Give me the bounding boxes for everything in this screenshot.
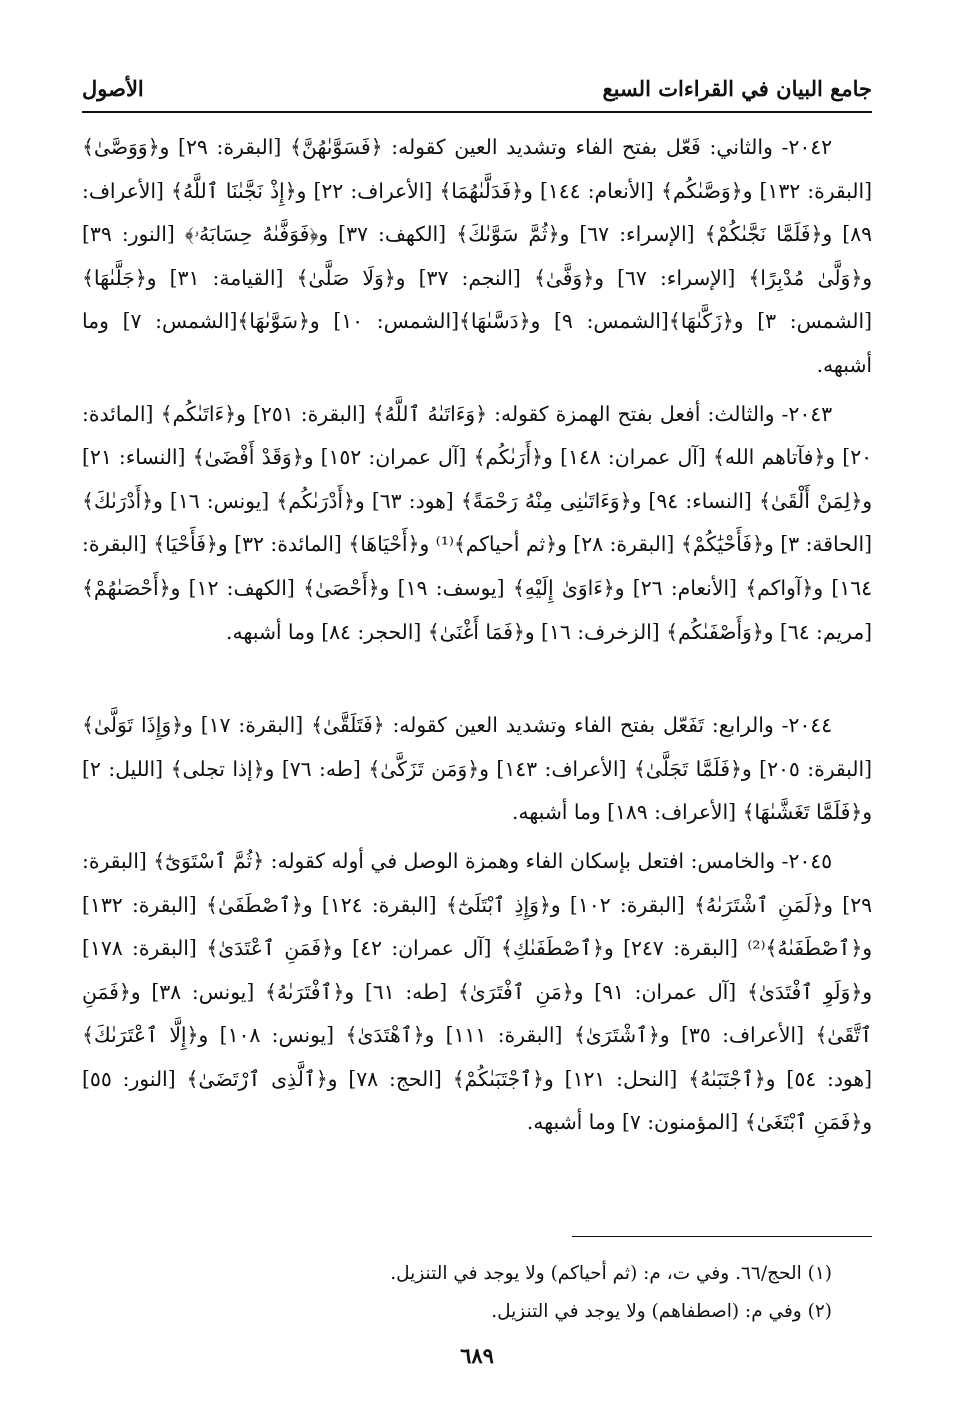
footnote-rule bbox=[572, 1236, 872, 1237]
paragraph-2042: ٢٠٤٢- والثاني: فَعّل بفتح الفاء وتشديد العين كقوله: ﴿فَسَوَّىٰهُنَّ﴾ [البقرة: ٢٩] و﴿وَوَصَّىٰ﴾ [البقرة: ١٣٢] و﴿وَصَّىٰكُم﴾ [الأنعام: ١٤٤] و﴿فَدَلَّىٰهُمَا﴾ [الأعراف: ٢٢] و﴿إِذْ نَجَّىٰنَا ٱللَّهُ﴾ [الأعراف: ٨٩] و﴿فَلَمَّا نَجَّىٰكُمْ﴾ [الإسراء: ٦٧] و﴿ثُمَّ سَوَّىٰكَ﴾ [الكهف: ٣٧] و﴿فَوَفَّىٰهُ حِسَابَهُۥ﴾ [النور: ٣٩] و﴿وَلَّىٰ مُدْبِرًا﴾ [الإسراء: ٦٧] و﴿وَفَّىٰ﴾ [النجم: ٣٧] و﴿وَلَا صَلَّىٰ﴾ [القيامة: ٣١] و﴿جَلَّىٰهَا﴾ [الشمس: ٣] و﴿زَكَّىٰهَا﴾[الشمس: ٩] و﴿دَسَّىٰهَا﴾[الشمس: ١٠] و﴿سَوَّىٰهَا﴾[الشمس: ٧] وما أشبهه. bbox=[82, 135, 873, 377]
running-header bbox=[82, 68, 872, 108]
paragraph-2045: ٢٠٤٥- والخامس: افتعل بإسكان الفاء وهمزة الوصل في أوله كقوله: ﴿ثُمَّ ٱسْتَوَىٰٓ﴾ [البقرة: ٢٩] و﴿لَمَنِ ٱشْتَرَىٰهُ﴾ [البقرة: ١٠٢] و﴿وَإِذِ ٱبْتَلَىٰٓ﴾ [البقرة: ١٢٤] و﴿ٱصْطَفَىٰ﴾ [البقرة: ١٣٢] و﴿ٱصْطَفَىٰهُ﴾⁽²⁾ [البقرة: ٢٤٧] و﴿ٱصْطَفَىٰكِ﴾ [آل عمران: ٤٢] و﴿فَمَنِ ٱعْتَدَىٰ﴾ [البقرة: ١٧٨] و﴿وَلَوِ ٱفْتَدَىٰ﴾ [آل عمران: ٩١] و﴿مَنِ ٱفْتَرَىٰ﴾ [طه: ٦١] و﴿ٱفْتَرَىٰهُ﴾ [يونس: ٣٨] و﴿فَمَنِ ٱتَّقَىٰ﴾ [الأعراف: ٣٥] و﴿ٱشْتَرَىٰ﴾ [البقرة: ١١١] و﴿ٱهْتَدَىٰ﴾ [يونس: ١٠٨] و﴿إِلَّا ٱعْتَرَىٰكَ﴾ [هود: ٥٤] و﴿ٱجْتَبَىٰهُ﴾ [النحل: ١٢١] و﴿ٱجْتَبَىٰكُمْ﴾ [الحج: ٧٨] و﴿ٱلَّذِى ٱرْتَضَىٰ﴾ [النور: ٥٥] و﴿فَمَنِ ٱبْتَغَىٰ﴾ [المؤمنون: ٧] وما أشبهه. bbox=[82, 848, 872, 1135]
paragraph-2043: ٢٠٤٣- والثالث: أفعل بفتح الهمزة كقوله: ﴿وَءَاتَىٰهُ ٱللَّهُ﴾ [البقرة: ٢٥١] و﴿ءَاتَىٰكُم﴾ [المائدة: ٢٠] و﴿فآتاهم الله﴾ [آل عمران: ١٤٨] و﴿أَرَىٰكُم﴾ [آل عمران: ١٥٢] و﴿وَقَدْ أَفْضَىٰ﴾ [النساء: ٢١] و﴿لِمَنْ أَلْقَىٰ﴾ [النساء: ٩٤] و﴿وَءَاتَىٰنِى مِنْهُ رَحْمَةً﴾ [هود: ٦٣] و﴿أَدْرَىٰكُم﴾ [يونس: ١٦] و﴿أَدْرَىٰكَ﴾ [الحاقة: ٣] و﴿فَأَحْيَٰكُمْ﴾ [البقرة: ٢٨] و﴿ثم أحياكم﴾⁽¹⁾ و﴿أَحْيَاهَا﴾ [المائدة: ٣٢] و﴿فَأَحْيَا﴾ [البقرة: ١٦٤] و﴿آواكم﴾ [الأنعام: ٢٦] و﴿ءَاوَىٰ إِلَيْهِ﴾ [يوسف: ١٩] و﴿أَحْصَىٰ﴾ [الكهف: ١٢] و﴿أَحْصَىٰهُمْ﴾ [مريم: ٦٤] و﴿وَأَصْفَىٰكُم﴾ [الزخرف: ١٦] و﴿فَمَا أَغْنَىٰ﴾ [الحجر: ٨٤] وما أشبهه. bbox=[82, 401, 873, 644]
footnote-1: (١) الحج/٦٦. وفي ت، م: (ثم أحياكم) ولا يوجد في التنزيل. bbox=[390, 1263, 832, 1284]
page-number: ٦٨٩ bbox=[460, 1343, 494, 1368]
header-rule bbox=[82, 111, 872, 113]
footnotes bbox=[82, 1255, 872, 1331]
section-title: الأصول bbox=[82, 75, 144, 101]
paragraph-2044: ٢٠٤٤- والرابع: تَفَعّل بفتح الفاء وتشديد العين كقوله: ﴿فَتَلَقَّىٰ﴾ [البقرة: ١٧] و﴿وَإِذَا تَوَلَّىٰ﴾ [البقرة: ٢٠٥] و﴿فَلَمَّا تَجَلَّىٰ﴾ [الأعراف: ١٤٣] و﴿وَمَن تَزَكَّىٰ﴾ [طه: ٧٦] و﴿إذا تجلى﴾ [الليل: ٢] و﴿فَلَمَّا تَغَشَّىٰهَا﴾ [الأعراف: ١٨٩] وما أشبهه. bbox=[82, 713, 873, 825]
main-text bbox=[82, 126, 872, 1150]
book-title: جامع البيان في القراءات السبع bbox=[602, 75, 872, 101]
footnote-2: (٢) وفي م: (اصطفاهم) ولا يوجد في التنزيل. bbox=[491, 1301, 832, 1322]
